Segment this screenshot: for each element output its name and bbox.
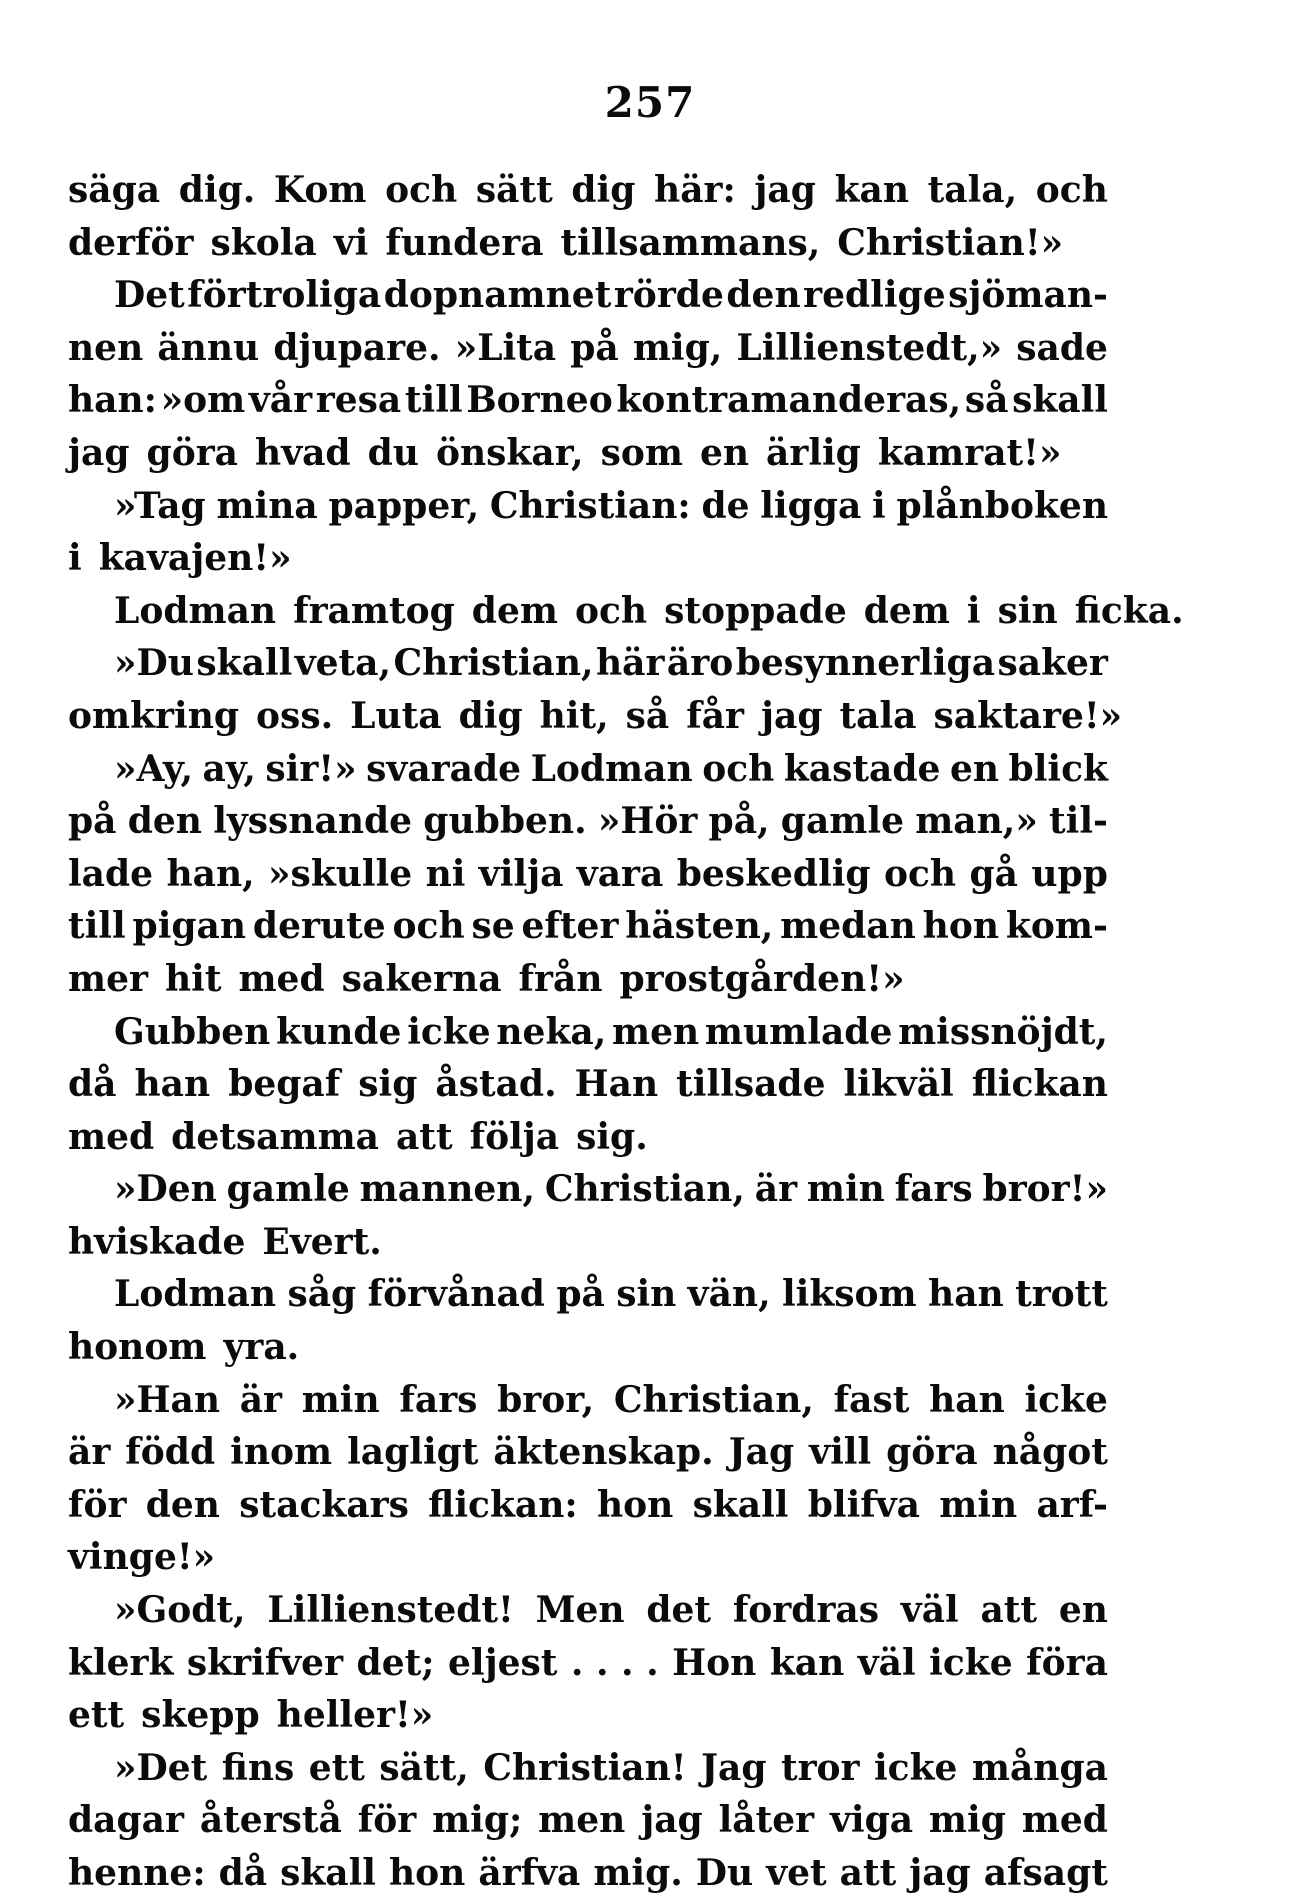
word: skola xyxy=(210,221,317,264)
word: lyssnande xyxy=(213,800,413,843)
word: Christian: xyxy=(489,484,691,527)
word: saktare!» xyxy=(933,694,1123,737)
word: hon xyxy=(388,1852,466,1894)
word: att xyxy=(395,1115,453,1158)
word: beskedlig xyxy=(676,852,871,895)
text-line xyxy=(68,639,1108,692)
word: Lodman xyxy=(530,747,693,790)
word: och xyxy=(1035,169,1108,211)
word: kan xyxy=(834,169,910,211)
word: dem xyxy=(863,589,950,632)
word: Lodman xyxy=(114,1273,277,1316)
word: mig. xyxy=(593,1852,683,1894)
word: min xyxy=(939,1483,1018,1526)
word: min xyxy=(806,1168,885,1211)
word: hvad xyxy=(255,431,351,474)
word: papper, xyxy=(328,484,480,527)
text-line xyxy=(68,1639,1108,1692)
word: fast xyxy=(833,1378,910,1421)
word: något xyxy=(992,1431,1108,1474)
word: vet xyxy=(766,1852,827,1894)
word: mig, xyxy=(632,326,723,369)
word: Jag xyxy=(728,1431,795,1474)
word: prostgården!» xyxy=(619,957,905,1000)
word: hviskade xyxy=(68,1220,246,1263)
word: sätt xyxy=(475,169,553,211)
word: hon xyxy=(922,905,1000,948)
word: kamrat!» xyxy=(877,431,1062,474)
word: saker xyxy=(997,642,1108,685)
word: flickan xyxy=(971,1063,1108,1106)
word: på xyxy=(68,800,117,843)
word: skepp xyxy=(141,1694,260,1737)
word: med xyxy=(68,1115,155,1158)
word: redlige xyxy=(803,274,946,317)
word: Lodman xyxy=(114,589,277,632)
word: Kom xyxy=(273,169,367,211)
word: yra. xyxy=(223,1326,300,1369)
word: ett xyxy=(308,1746,365,1789)
word: fordras xyxy=(732,1589,880,1632)
word: och xyxy=(702,747,775,790)
word: mannen, xyxy=(359,1168,536,1211)
word: väl xyxy=(900,1589,959,1632)
word: kom- xyxy=(1005,905,1108,948)
word: kavajen!» xyxy=(98,537,292,580)
word: »Du xyxy=(114,642,194,685)
text-line xyxy=(68,1691,1108,1744)
word: är xyxy=(754,1168,798,1211)
word: då xyxy=(218,1852,268,1894)
word: låter xyxy=(718,1799,815,1842)
word: från xyxy=(518,957,603,1000)
word: hit xyxy=(164,957,222,1000)
word: här xyxy=(596,642,665,685)
word: återstå xyxy=(199,1799,342,1842)
word: heller!» xyxy=(276,1694,434,1737)
word: en xyxy=(1058,1589,1108,1632)
word: Jag xyxy=(700,1746,767,1789)
word: pigan xyxy=(132,905,247,948)
word: sig. xyxy=(576,1115,648,1158)
word: icke xyxy=(929,1641,1013,1684)
word: och xyxy=(392,905,465,948)
word: djupare. xyxy=(273,326,441,369)
word: är xyxy=(239,1378,283,1421)
word: Christian, xyxy=(613,1378,814,1421)
word: här: xyxy=(654,169,736,211)
word: hästen, xyxy=(625,905,774,948)
word: skrifver xyxy=(186,1641,344,1684)
word: så xyxy=(625,694,670,737)
word: göra xyxy=(886,1431,978,1474)
text-line xyxy=(68,1008,1108,1061)
word: Du xyxy=(695,1852,754,1894)
text-line xyxy=(68,324,1108,377)
word: jag xyxy=(68,431,130,474)
word: skall xyxy=(280,1852,376,1894)
word: ligga xyxy=(760,484,862,527)
word: ett xyxy=(68,1694,125,1737)
word: en xyxy=(699,431,750,474)
text-line xyxy=(68,1323,1108,1376)
word: äktenskap. xyxy=(493,1431,714,1474)
word: henne: xyxy=(68,1852,206,1894)
word: tillsade xyxy=(676,1063,826,1106)
word: förvånad xyxy=(367,1273,545,1316)
word: följa xyxy=(469,1115,560,1158)
word: ännu xyxy=(157,326,260,369)
text-line xyxy=(68,219,1108,272)
word: Men xyxy=(535,1589,625,1632)
word: vara xyxy=(576,852,664,895)
word: bror!» xyxy=(982,1168,1108,1211)
word: den xyxy=(145,1483,220,1526)
word: eljest xyxy=(448,1641,558,1684)
word: gå xyxy=(969,852,1018,895)
word: dagar xyxy=(68,1799,184,1842)
word: tala xyxy=(839,694,917,737)
word: i xyxy=(966,589,981,632)
word: se xyxy=(471,905,515,948)
word: ficka. xyxy=(1074,589,1184,632)
word: Christian, xyxy=(544,1168,745,1211)
word: sätt, xyxy=(379,1746,469,1789)
word: stoppade xyxy=(664,589,847,632)
word: »Godt, xyxy=(114,1589,246,1632)
word: föra xyxy=(1026,1641,1108,1684)
word: hon xyxy=(596,1483,674,1526)
word: det; xyxy=(356,1641,435,1684)
word: klerk xyxy=(68,1641,174,1684)
word: tillsammans, xyxy=(560,221,821,264)
word: det xyxy=(646,1589,712,1632)
word: gamle xyxy=(780,800,904,843)
word: Evert. xyxy=(262,1220,382,1263)
word: »Han xyxy=(114,1378,221,1421)
word: äro xyxy=(666,642,734,685)
text-line xyxy=(68,955,1108,1008)
word: arf- xyxy=(1036,1483,1108,1526)
text-line xyxy=(68,429,1108,482)
word: Borneo xyxy=(466,379,613,422)
word: han xyxy=(929,1378,1005,1421)
word: likväl xyxy=(843,1063,954,1106)
word: Christian, xyxy=(393,642,594,685)
word: lade xyxy=(68,852,154,895)
page-number: 257 xyxy=(604,78,696,127)
word: till xyxy=(68,905,126,948)
word: väl xyxy=(857,1641,916,1684)
word: icke xyxy=(1024,1378,1108,1421)
word: skall xyxy=(692,1483,789,1526)
word: . . . . xyxy=(570,1641,659,1684)
word: »Hör xyxy=(597,800,698,843)
word: mina xyxy=(216,484,318,527)
word: den xyxy=(127,800,202,843)
word: icke xyxy=(407,1010,491,1053)
word: resa xyxy=(315,379,402,422)
word: icke xyxy=(873,1746,958,1789)
word: dig xyxy=(458,694,523,737)
word: vi xyxy=(333,221,369,264)
word: kontramanderas, xyxy=(616,379,962,422)
word: ärfva xyxy=(478,1852,581,1894)
word: framtog xyxy=(293,589,455,632)
word: han: xyxy=(68,379,157,422)
text-line xyxy=(68,1586,1108,1639)
word: »om xyxy=(160,379,246,422)
word: sin xyxy=(616,1273,677,1316)
word: »skulle xyxy=(268,852,413,895)
text-line xyxy=(68,850,1108,903)
word: sakerna xyxy=(341,957,502,1000)
word: fins xyxy=(221,1746,295,1789)
word: många xyxy=(971,1746,1108,1789)
word: stackars xyxy=(239,1483,409,1526)
word: oss. xyxy=(256,694,334,737)
text-line xyxy=(68,1165,1108,1218)
word: jag xyxy=(909,1852,971,1894)
word: en xyxy=(949,747,1000,790)
word: fundera xyxy=(385,221,544,264)
word: så xyxy=(964,379,1009,422)
word: de xyxy=(701,484,750,527)
word: dopnamnet xyxy=(383,274,612,317)
word: kunde xyxy=(276,1010,402,1053)
word: med xyxy=(238,957,325,1000)
word: ni xyxy=(425,852,466,895)
word: vilja xyxy=(478,852,564,895)
word: flickan: xyxy=(428,1483,578,1526)
word: bror, xyxy=(497,1378,595,1421)
word: han, xyxy=(166,852,255,895)
word: på xyxy=(570,326,619,369)
word: omkring xyxy=(68,694,240,737)
text-line xyxy=(68,1533,1108,1586)
word: sin xyxy=(997,589,1058,632)
word: tror xyxy=(780,1746,860,1789)
text-line xyxy=(68,1428,1108,1481)
word: och xyxy=(883,852,957,895)
word: ay, xyxy=(202,747,256,790)
text-line xyxy=(68,271,1108,324)
word: som xyxy=(600,431,683,474)
word: »Lita xyxy=(454,326,557,369)
word: vän, xyxy=(687,1273,771,1316)
word: jag xyxy=(754,169,816,211)
word: göra xyxy=(146,431,239,474)
word: och xyxy=(574,589,648,632)
text-line xyxy=(68,797,1108,850)
text-line xyxy=(68,1218,1108,1271)
word: i xyxy=(68,537,82,580)
text-line xyxy=(68,692,1123,745)
word: Christian! xyxy=(483,1746,687,1789)
word: född xyxy=(125,1431,216,1474)
word: gamle xyxy=(226,1168,350,1211)
text-line xyxy=(68,1113,1108,1166)
text-line xyxy=(68,1270,1108,1323)
word: Han xyxy=(574,1063,659,1106)
text-line xyxy=(68,587,1184,640)
word: men xyxy=(538,1799,626,1842)
word: vinge!» xyxy=(68,1536,216,1579)
word: sade xyxy=(1016,326,1108,369)
word: besynnerliga xyxy=(735,642,996,685)
word: »Ay, xyxy=(114,747,193,790)
word: Lillienstedt,» xyxy=(736,326,1003,369)
word: efter xyxy=(521,905,619,948)
word: på xyxy=(556,1273,605,1316)
word: åstad. xyxy=(435,1063,557,1106)
word: vill xyxy=(809,1431,872,1474)
text-line xyxy=(68,534,1108,587)
word: veta, xyxy=(294,642,392,685)
word: afsagt xyxy=(983,1852,1108,1894)
text-line xyxy=(68,1744,1108,1797)
word: kastade xyxy=(783,747,941,790)
word: då xyxy=(68,1063,117,1106)
word: detsamma xyxy=(171,1115,379,1158)
body-text xyxy=(68,166,1184,1902)
word: min xyxy=(301,1378,380,1421)
word: blifva xyxy=(807,1483,920,1526)
word: neka, xyxy=(496,1010,607,1053)
word: vår xyxy=(248,379,313,422)
word: ärlig xyxy=(766,431,861,474)
word: Christian!» xyxy=(837,221,1064,264)
word: att xyxy=(980,1589,1038,1632)
word: gubben. xyxy=(423,800,587,843)
word: rörde xyxy=(613,274,724,317)
word: Luta xyxy=(350,694,442,737)
text-line xyxy=(68,902,1108,955)
word: skall xyxy=(1012,379,1108,422)
word: tala, xyxy=(927,169,1018,211)
text-line xyxy=(68,166,1108,219)
word: och xyxy=(385,169,458,211)
word: trott xyxy=(1015,1273,1108,1316)
word: dig. xyxy=(178,169,256,211)
word: sjöman- xyxy=(948,274,1108,317)
word: missnöjdt, xyxy=(898,1010,1108,1053)
text-line xyxy=(68,376,1108,429)
word: jag xyxy=(761,694,823,737)
word: önskar, xyxy=(435,431,584,474)
word: förtroliga xyxy=(187,274,382,317)
word: begaf xyxy=(228,1063,341,1106)
text-line xyxy=(68,1481,1108,1534)
word: hit, xyxy=(539,694,609,737)
word: dem xyxy=(471,589,558,632)
word: »Tag xyxy=(114,484,206,527)
word: i xyxy=(872,484,886,527)
word: med xyxy=(1021,1799,1108,1842)
word: kan xyxy=(769,1641,845,1684)
word: inom xyxy=(230,1431,333,1474)
word: han xyxy=(134,1063,211,1106)
text-line xyxy=(68,1849,1108,1902)
word: medan xyxy=(780,905,916,948)
word: på, xyxy=(708,800,770,843)
word: viga xyxy=(829,1799,914,1842)
word: »Den xyxy=(114,1168,217,1211)
word: men xyxy=(612,1010,700,1053)
word: »Det xyxy=(114,1746,208,1789)
word: nen xyxy=(68,326,144,369)
word: svarade xyxy=(366,747,522,790)
text-line xyxy=(68,1060,1108,1113)
word: mig xyxy=(928,1799,1006,1842)
word: för xyxy=(357,1799,417,1842)
word: för xyxy=(68,1483,127,1526)
word: mumlade xyxy=(704,1010,893,1053)
text-line xyxy=(68,745,1108,798)
word: plånboken xyxy=(896,484,1108,527)
text-line xyxy=(68,482,1108,535)
word: han xyxy=(928,1273,1004,1316)
word: den xyxy=(726,274,801,317)
word: blick xyxy=(1008,747,1108,790)
word: såg xyxy=(287,1273,357,1316)
word: Hon xyxy=(672,1641,757,1684)
text-line xyxy=(68,1796,1108,1849)
word: Det xyxy=(114,274,185,317)
word: mig; xyxy=(432,1799,523,1842)
word: att xyxy=(839,1852,897,1894)
word: skall xyxy=(196,642,293,685)
word: säga xyxy=(68,169,161,211)
word: til- xyxy=(1049,800,1108,843)
word: dig xyxy=(571,169,636,211)
word: sir!» xyxy=(265,747,357,790)
word: mer xyxy=(68,957,148,1000)
word: Gubben xyxy=(114,1010,271,1053)
word: du xyxy=(367,431,419,474)
word: fars xyxy=(894,1168,973,1211)
word: jag xyxy=(641,1799,703,1842)
text-line xyxy=(68,1376,1108,1429)
word: honom xyxy=(68,1326,207,1369)
word: man,» xyxy=(915,800,1038,843)
word: Lillienstedt! xyxy=(267,1589,514,1632)
word: lagligt xyxy=(347,1431,479,1474)
word: till xyxy=(404,379,463,422)
word: får xyxy=(686,694,745,737)
word: sig xyxy=(358,1063,418,1106)
word: derute xyxy=(252,905,386,948)
word: liksom xyxy=(781,1273,917,1316)
word: fars xyxy=(399,1378,478,1421)
word: derför xyxy=(68,221,194,264)
word: upp xyxy=(1031,852,1108,895)
word: är xyxy=(68,1431,111,1474)
